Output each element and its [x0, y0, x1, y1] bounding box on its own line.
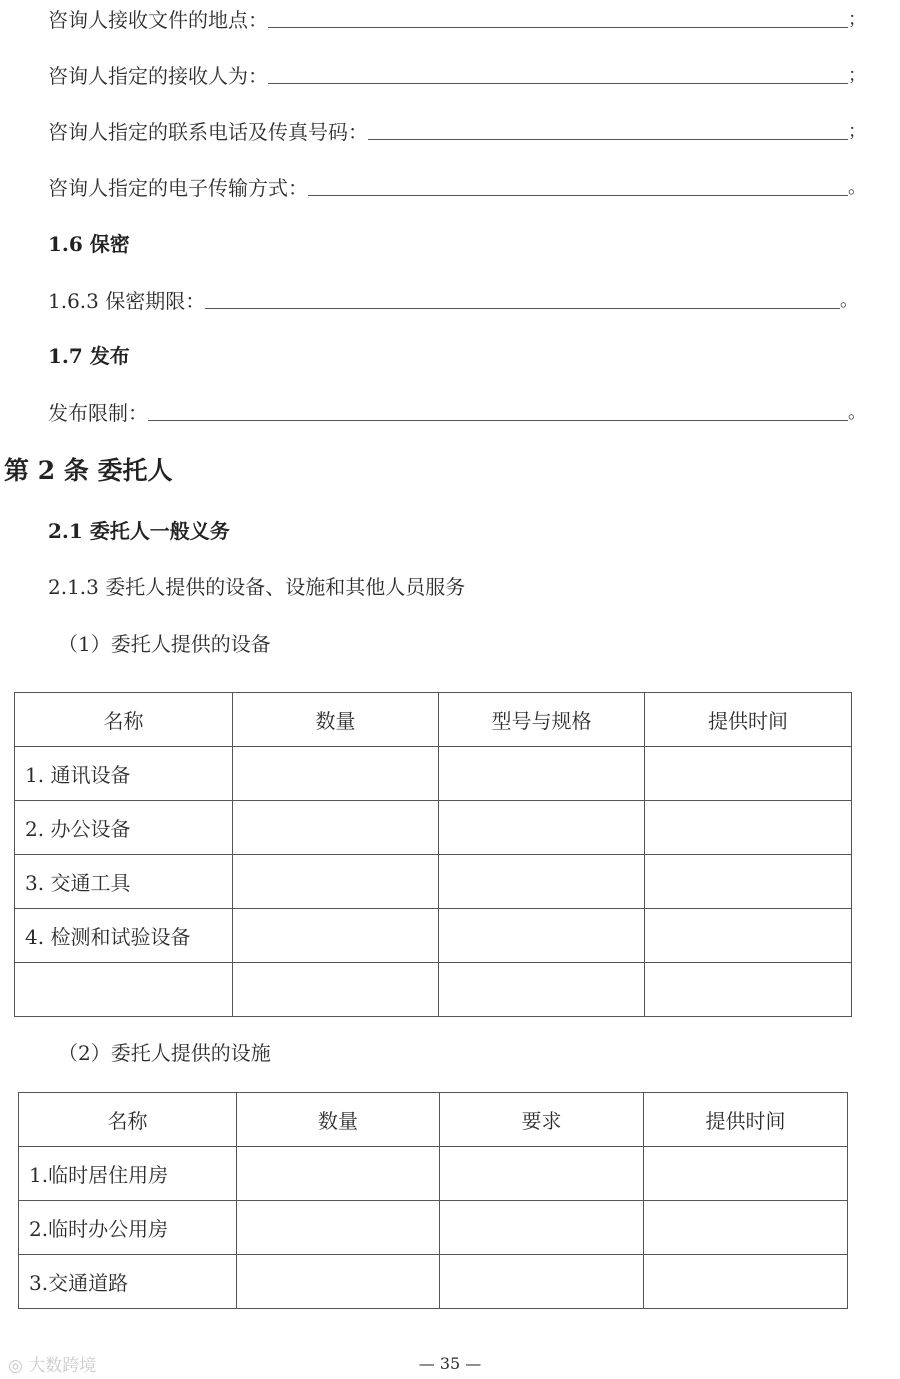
- model-cell[interactable]: [439, 909, 645, 963]
- section-heading-publication: 1.7 发布: [48, 344, 130, 368]
- table-row: [15, 801, 852, 855]
- watermark-text: 大数跨境: [28, 1356, 97, 1376]
- fill-blank[interactable]: [148, 400, 848, 421]
- item-name-cell: 4. 检测和试验设备: [15, 909, 233, 963]
- time-cell[interactable]: [644, 1201, 848, 1255]
- table-row: [19, 1201, 848, 1255]
- field-end-mark: 。: [840, 290, 858, 311]
- article-heading-client: 第 2 条 委托人: [4, 456, 173, 485]
- facilities-table: [18, 1092, 848, 1309]
- quantity-cell[interactable]: [237, 1255, 440, 1309]
- table-header-row: [19, 1093, 848, 1147]
- field-end-mark: ；: [848, 121, 866, 142]
- quantity-cell[interactable]: [237, 1201, 440, 1255]
- field-receive-location: [48, 3, 866, 33]
- table-caption-equipment: （1）委托人提供的设备: [58, 632, 271, 656]
- field-publication-limit: [48, 396, 866, 426]
- quantity-cell[interactable]: [233, 963, 439, 1017]
- field-end-mark: ；: [848, 9, 866, 30]
- column-header: 提供时间: [645, 693, 852, 747]
- column-header: 要求: [440, 1093, 644, 1147]
- field-label: 咨询人接收文件的地点：: [48, 8, 268, 32]
- time-cell[interactable]: [645, 801, 852, 855]
- quantity-cell[interactable]: [233, 801, 439, 855]
- fill-blank[interactable]: [268, 7, 848, 28]
- field-phone-fax: [48, 115, 866, 145]
- item-name-cell: 2.临时办公用房: [19, 1201, 237, 1255]
- field-receiver: [48, 59, 866, 89]
- quantity-cell[interactable]: [237, 1147, 440, 1201]
- item-name-cell: 1.临时居住用房: [19, 1147, 237, 1201]
- field-label: 咨询人指定的电子传输方式：: [48, 176, 308, 200]
- item-name-cell: 3. 交通工具: [15, 855, 233, 909]
- column-header: 型号与规格: [439, 693, 645, 747]
- model-cell[interactable]: [439, 963, 645, 1017]
- table-row: [15, 963, 852, 1017]
- table-row: [15, 909, 852, 963]
- item-name-cell[interactable]: [15, 963, 233, 1017]
- model-cell[interactable]: [439, 855, 645, 909]
- table-caption-facilities: （2）委托人提供的设施: [58, 1041, 271, 1065]
- item-name-cell: 1. 通讯设备: [15, 747, 233, 801]
- field-end-mark: 。: [848, 402, 866, 423]
- table-row: [15, 747, 852, 801]
- field-end-mark: ；: [848, 65, 866, 86]
- requirement-cell[interactable]: [440, 1147, 644, 1201]
- subsection-title: 2.1.3 委托人提供的设备、设施和其他人员服务: [48, 575, 466, 599]
- quantity-cell[interactable]: [233, 909, 439, 963]
- field-electronic-transfer: [48, 171, 866, 201]
- fill-blank[interactable]: [368, 119, 848, 140]
- section-heading-general-obligations: 2.1 委托人一般义务: [48, 519, 230, 543]
- requirement-cell[interactable]: [440, 1255, 644, 1309]
- watermark-logo-icon: ◎: [8, 1356, 23, 1376]
- table-header-row: [15, 693, 852, 747]
- field-label: 咨询人指定的联系电话及传真号码：: [48, 120, 368, 144]
- quantity-cell[interactable]: [233, 747, 439, 801]
- fill-blank[interactable]: [268, 63, 848, 84]
- column-header: 数量: [233, 693, 439, 747]
- column-header: 提供时间: [644, 1093, 848, 1147]
- item-name-cell: 3.交通道路: [19, 1255, 237, 1309]
- time-cell[interactable]: [645, 855, 852, 909]
- column-header: 数量: [237, 1093, 440, 1147]
- page-number: — 35 —: [418, 1354, 482, 1373]
- field-label: 1.6.3 保密期限：: [48, 289, 206, 313]
- column-header: 名称: [15, 693, 233, 747]
- quantity-cell[interactable]: [233, 855, 439, 909]
- time-cell[interactable]: [644, 1147, 848, 1201]
- time-cell[interactable]: [645, 963, 852, 1017]
- model-cell[interactable]: [439, 747, 645, 801]
- field-label: 咨询人指定的接收人为：: [48, 64, 268, 88]
- section-heading-confidentiality: 1.6 保密: [48, 232, 130, 256]
- model-cell[interactable]: [439, 801, 645, 855]
- field-label: 发布限制：: [48, 401, 148, 425]
- requirement-cell[interactable]: [440, 1201, 644, 1255]
- time-cell[interactable]: [645, 747, 852, 801]
- table-row: [19, 1255, 848, 1309]
- item-name-cell: 2. 办公设备: [15, 801, 233, 855]
- field-end-mark: 。: [848, 177, 866, 198]
- fill-blank[interactable]: [205, 288, 840, 309]
- table-row: [15, 855, 852, 909]
- fill-blank[interactable]: [308, 175, 848, 196]
- time-cell[interactable]: [645, 909, 852, 963]
- field-confidentiality-period: [48, 284, 858, 314]
- column-header: 名称: [19, 1093, 237, 1147]
- time-cell[interactable]: [644, 1255, 848, 1309]
- table-row: [19, 1147, 848, 1201]
- equipment-table: [14, 692, 852, 1017]
